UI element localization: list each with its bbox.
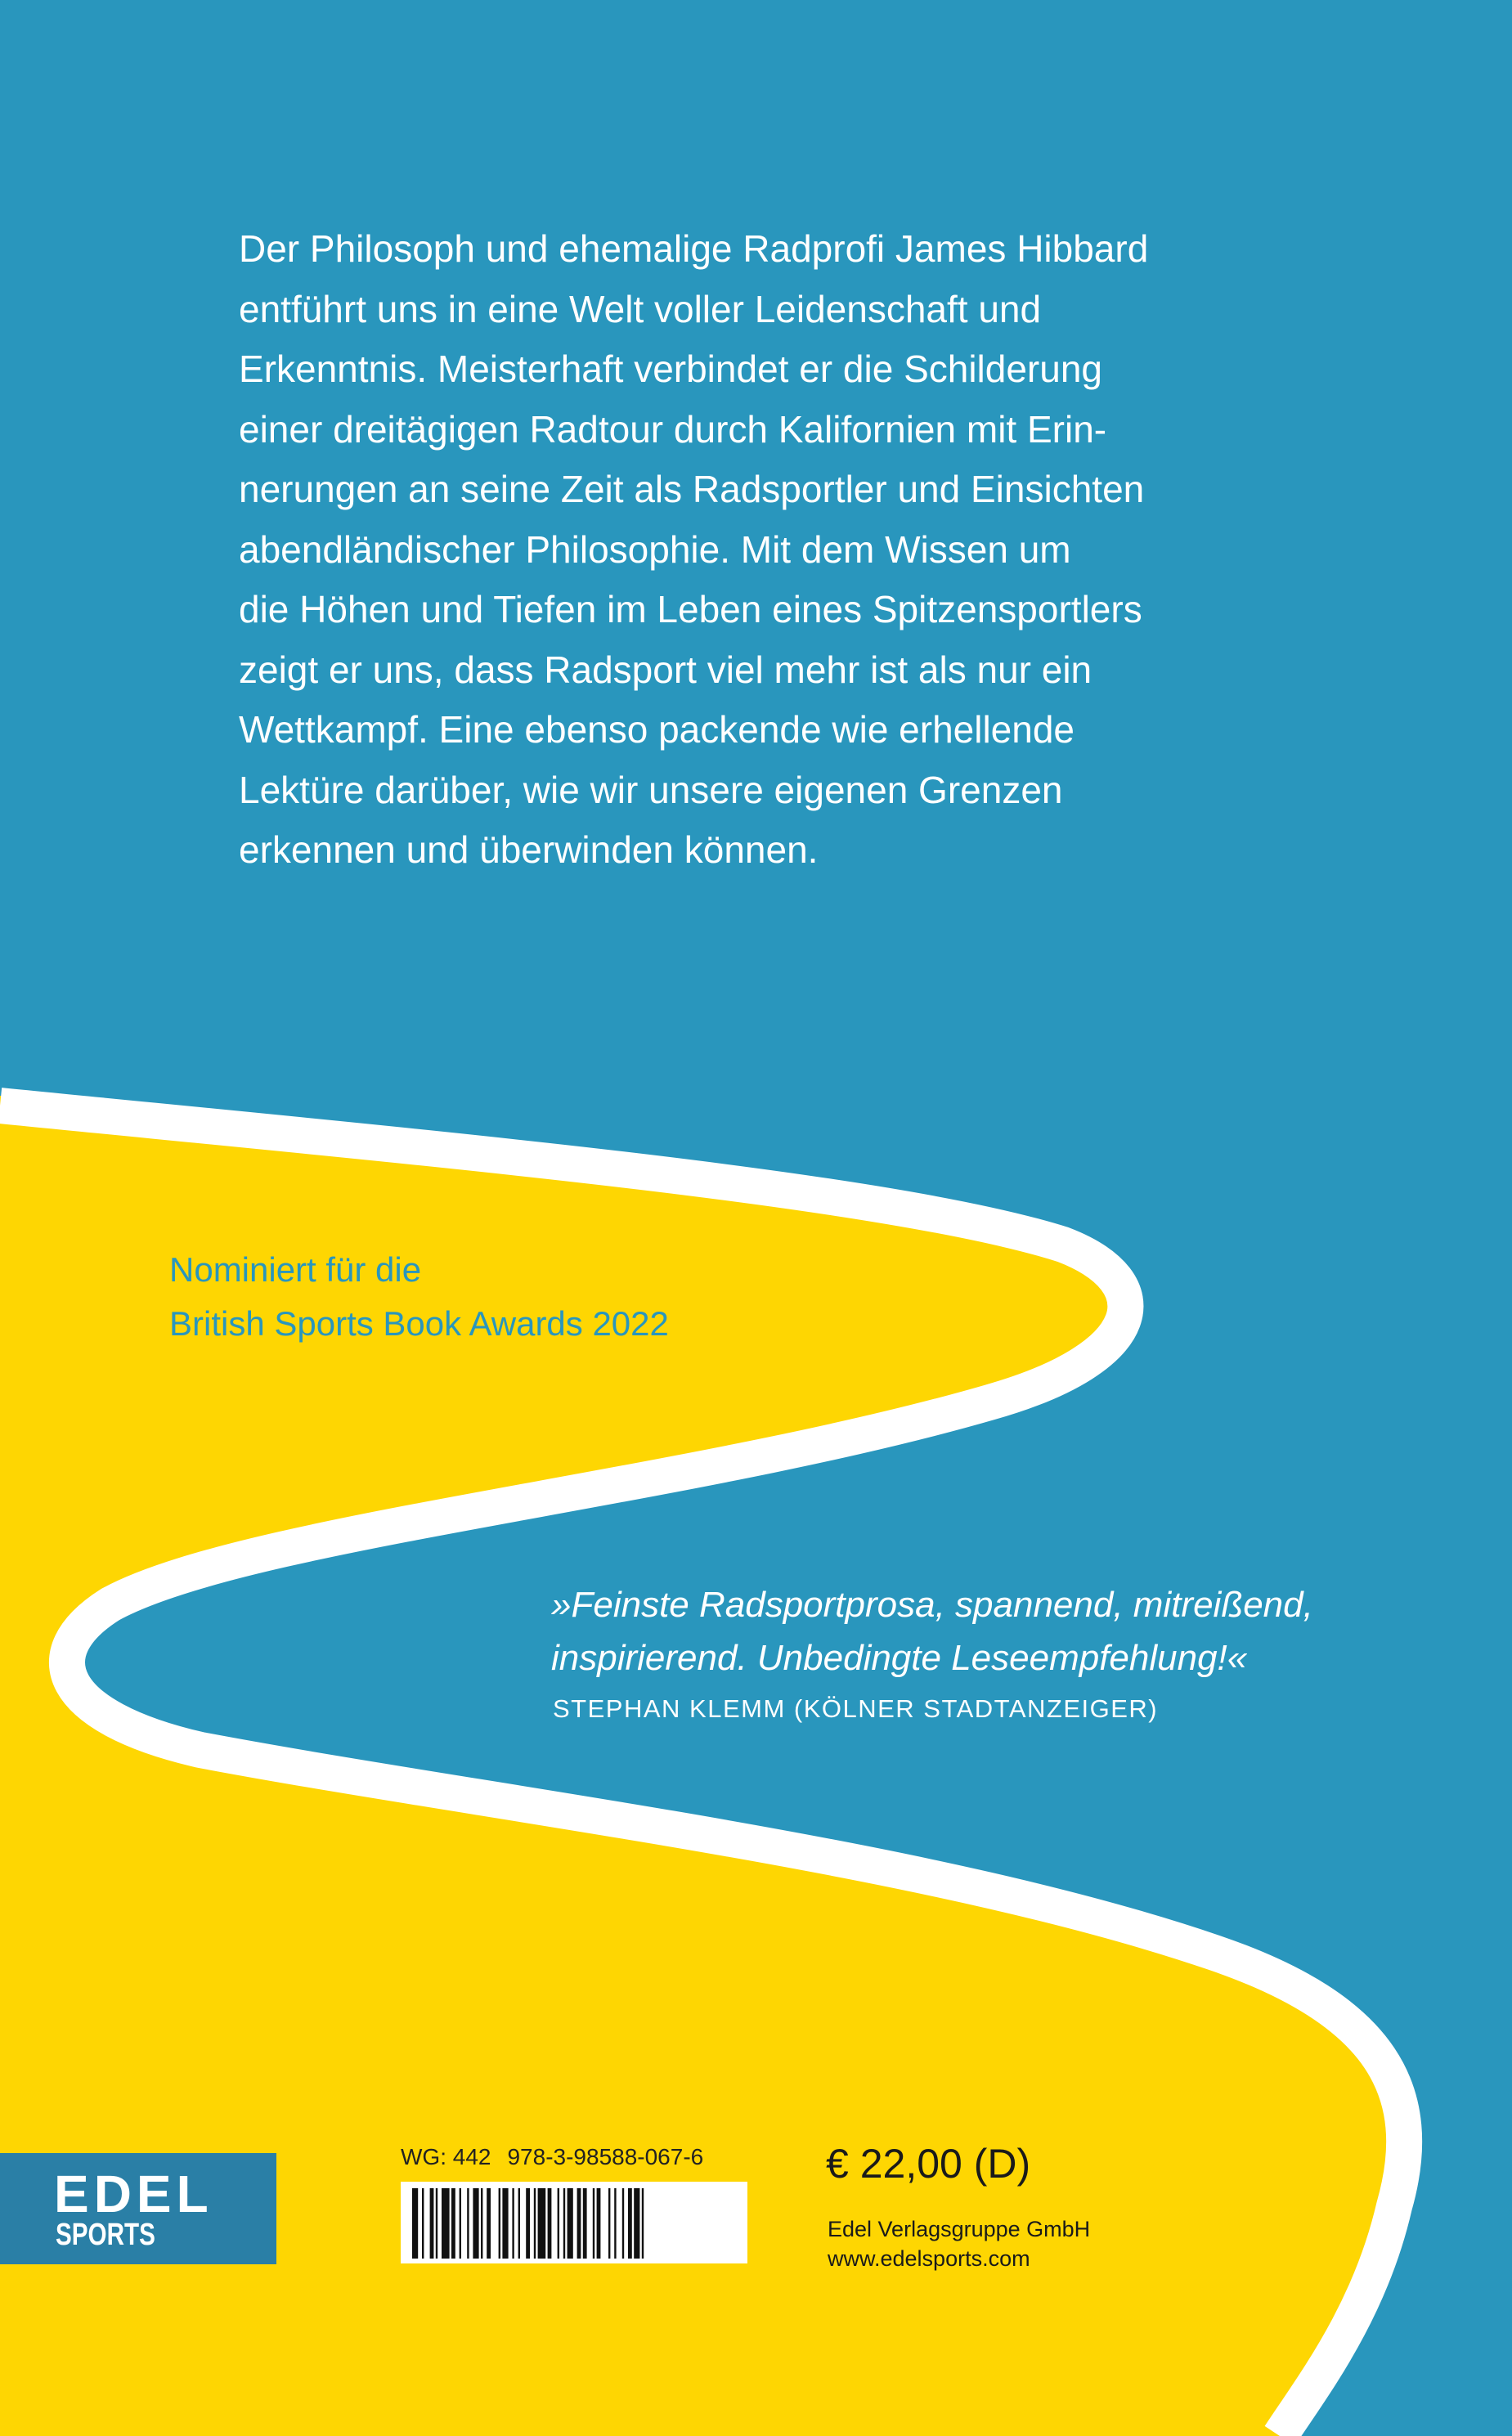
barcode-bar bbox=[518, 2188, 520, 2259]
barcode-bar bbox=[467, 2188, 469, 2259]
barcode-bar bbox=[538, 2188, 546, 2259]
barcode-bar bbox=[502, 2188, 508, 2259]
barcode-bar bbox=[597, 2188, 601, 2259]
barcode-bar bbox=[499, 2188, 500, 2259]
quote-line-2: inspirierend. Unbedingte Leseempfehlung!« bbox=[551, 1638, 1248, 1678]
publisher-name: Edel Verlagsgruppe GmbH bbox=[828, 2217, 1091, 2241]
review-quote bbox=[551, 1578, 1313, 1685]
blurb-line: entführt uns in eine Welt voller Leidenschaft und bbox=[239, 287, 1042, 330]
barcode-bar bbox=[634, 2188, 639, 2259]
barcode-bar bbox=[614, 2188, 616, 2259]
barcode-bar bbox=[558, 2188, 559, 2259]
blurb-line: die Höhen und Tiefen im Leben eines Spitzensportlers bbox=[239, 588, 1142, 630]
barcode-bar bbox=[608, 2188, 610, 2259]
edel-sports-logo bbox=[0, 2153, 276, 2264]
barcode-bar bbox=[563, 2188, 565, 2259]
price: € 22,00 (D) bbox=[826, 2141, 1031, 2187]
logo-sports-text: SPORTS bbox=[56, 2218, 155, 2252]
blurb-line: erkennen und überwinden können. bbox=[239, 828, 819, 871]
quote-line-1: »Feinste Radsportprosa, spannend, mitreißend, bbox=[551, 1585, 1313, 1625]
barcode-label bbox=[401, 2144, 703, 2170]
barcode-bar bbox=[583, 2188, 587, 2259]
barcode-bar bbox=[622, 2188, 624, 2259]
blurb-line: zeigt er uns, dass Radsport viel mehr ist als nur ein bbox=[239, 648, 1092, 691]
barcode-bar bbox=[548, 2188, 552, 2259]
nomination-line-1: Nominiert für die bbox=[169, 1250, 422, 1289]
blurb-line: abendländischer Philosophie. Mit dem Wissen um bbox=[239, 527, 1071, 571]
barcode-bar bbox=[412, 2188, 418, 2259]
award-nomination bbox=[169, 1243, 669, 1351]
barcode-bar bbox=[526, 2188, 530, 2259]
barcode-bar bbox=[451, 2188, 455, 2259]
barcode-bar bbox=[534, 2188, 536, 2259]
barcode-bar bbox=[577, 2188, 581, 2259]
quote-source: STEPHAN KLEMM (KÖLNER STADTANZEIGER) bbox=[553, 1694, 1159, 1723]
blurb-line: nerungen an seine Zeit als Radsportler und Einsichten bbox=[239, 468, 1145, 510]
blurb-line: Lektüre darüber, wie wir unsere eigenen Grenzen bbox=[239, 768, 1063, 811]
barcode-bar bbox=[568, 2188, 573, 2259]
barcode-bar bbox=[430, 2188, 434, 2259]
barcode-bar bbox=[460, 2188, 461, 2259]
barcode-bar bbox=[487, 2188, 491, 2259]
publisher-url: www.edelsports.com bbox=[828, 2246, 1030, 2271]
isbn: 978-3-98588-067-6 bbox=[507, 2144, 704, 2169]
logo-edel-text: EDEL bbox=[54, 2165, 213, 2223]
blurb-line: einer dreitägigen Radtour durch Kalifornien mit Erin- bbox=[239, 407, 1107, 451]
barcode-bar bbox=[642, 2188, 644, 2259]
barcode-bar bbox=[481, 2188, 482, 2259]
publisher-info bbox=[828, 2214, 1090, 2273]
barcode-bar bbox=[436, 2188, 437, 2259]
barcode-bar bbox=[442, 2188, 450, 2259]
blurb-text bbox=[239, 219, 1318, 881]
blurb-line: Erkenntnis. Meisterhaft verbindet er die Schilderung bbox=[239, 348, 1103, 390]
nomination-line-2: British Sports Book Awards 2022 bbox=[169, 1304, 669, 1343]
barcode-icon bbox=[401, 2182, 747, 2263]
wg-code: WG: 442 bbox=[401, 2144, 491, 2169]
barcode-bar bbox=[473, 2188, 478, 2259]
barcode-bar bbox=[422, 2188, 424, 2259]
barcode-bar bbox=[593, 2188, 594, 2259]
barcode-bar bbox=[512, 2188, 514, 2259]
blurb-line: Wettkampf. Eine ebenso packende wie erhellende bbox=[239, 708, 1075, 751]
blurb-line: Der Philosoph und ehemalige Radprofi James Hibbard bbox=[239, 227, 1149, 270]
barcode-bar bbox=[628, 2188, 632, 2259]
